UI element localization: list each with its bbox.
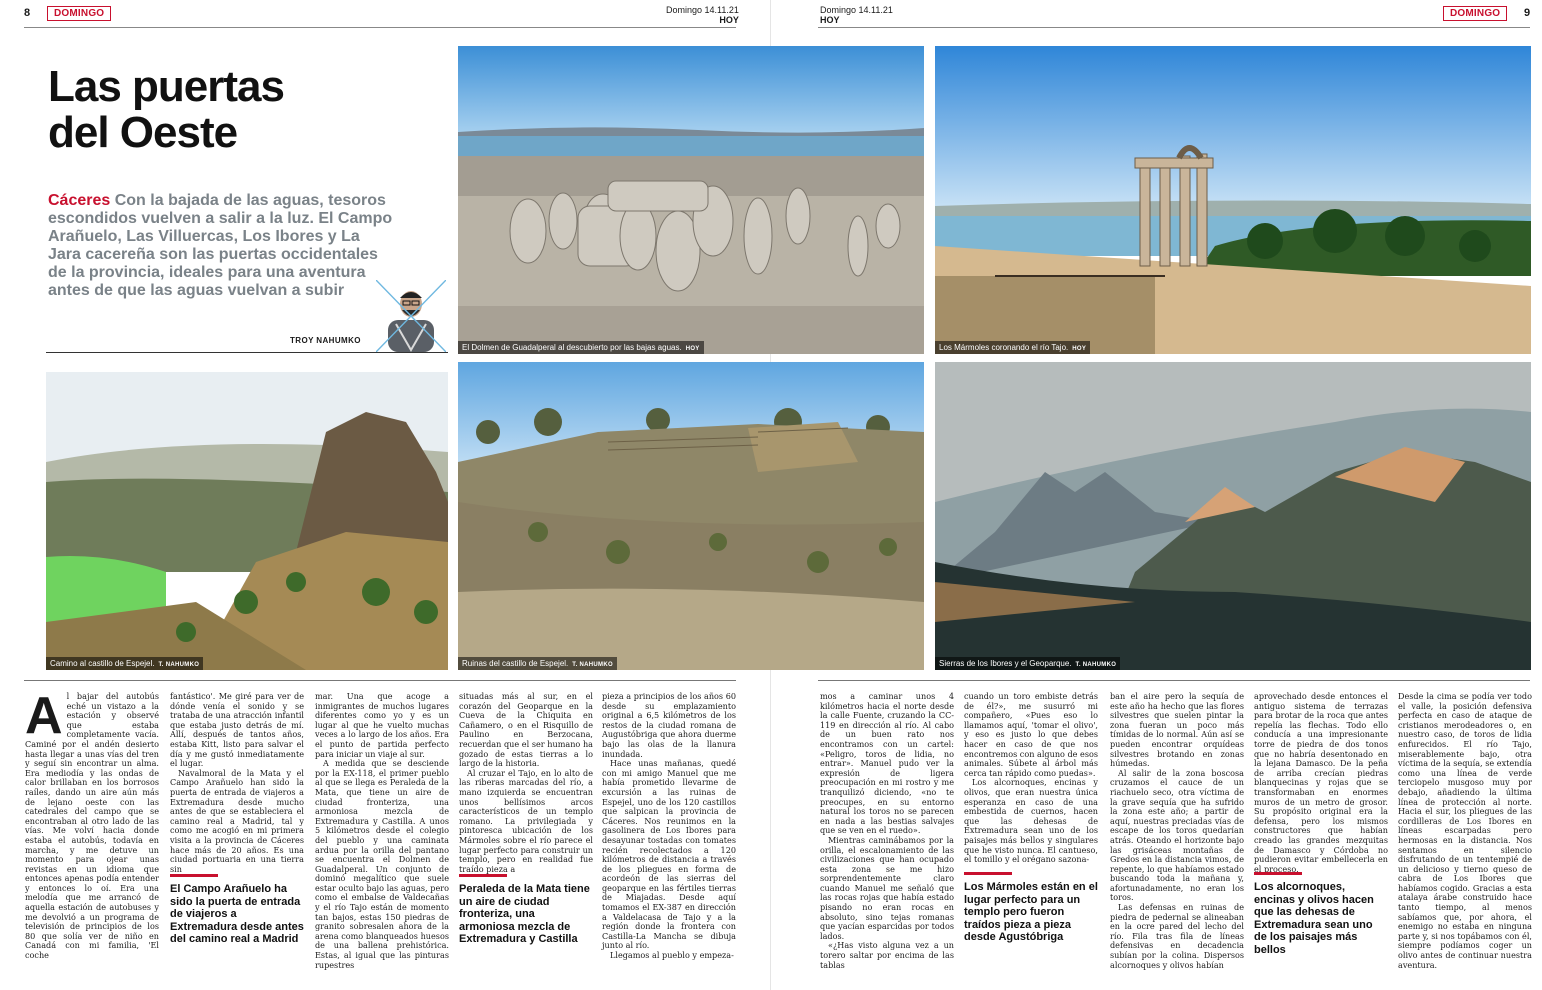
date-right-text: Domingo 14.11.21: [820, 5, 893, 15]
credit-ruinas: T. NAHUMKO: [572, 662, 613, 668]
paragraph: Al salir de la zona boscosa cruzamos el cauce de un riachuelo seco, otra víctima de la grave sequía que ha sufrido la zona este año; a partir de aquí, nuestras preciadas vías de escape de los toros quedarían atrás. Oteando el horizonte bajo las grisáceas montañas de Gredos en la distancia vimos, de repente, lo que habíamos estado buscando toda la mañana y, afortunadamente, no eran los toros.: [1110, 767, 1244, 903]
photo-camino: [46, 372, 448, 670]
credit-camino: T. NAHUMKO: [158, 662, 200, 668]
paragraph: situadas más al sur, en el corazón del Geoparque en la Cueva de la Chiquita en Cañamero, o en el Risquillo de Paulino en Berzocana, recuerdan que el ser humano ha gozado de estas tierras a lo largo de la historia.: [459, 691, 593, 769]
paragraph: Navalmoral de la Mata y el Campo Arañuelo han sido la puerta de entrada de viajeros a Extremadura desde mucho antes de que se estableciera el camino real a Madrid, tal y como me acogió en mi primera visita a la provincia de Cáceres hace más de 20 años. Es una ciudad portuaria en una tierra sin: [170, 767, 304, 874]
paragraph: pieza a principios de los años 60 desde su emplazamiento original a 6,5 kilómetros de los restos de la ciudad romana de Augustóbriga que ahora duerme bajo las olas de la llanura inundada.: [602, 691, 736, 759]
standfirst-text: Con la bajada de las aguas, tesoros escondidos vuelven a salir a la luz. El Campo Arañuelo, Las Villuercas, Los Ibores y La Jara cacereña son las puertas occidentales de la provincia, ideales para una aventura antes de que las aguas vuelvan a subir: [48, 192, 393, 299]
body-rule-left: [24, 680, 736, 681]
dolmen-image: [458, 46, 924, 354]
caption-sierras: [935, 657, 1120, 670]
body-column-6: [820, 692, 954, 970]
header-rule-right: [818, 27, 1530, 28]
title-rule: [46, 352, 448, 353]
paragraph: mar. Una que acoge a inmigrantes de muchos lugares diferentes como yo y es un lugar al que he vuelto muchas veces a lo largo de los años. Era el punto de partida perfecto para iniciar un viaje al sur.: [315, 691, 449, 759]
date-left: [666, 5, 739, 25]
paragraph: mos a caminar unos 4 kilómetros hacia el norte desde la calle Fuente, cruzando la CC-119 en dirección al río. Al cabo de un buen rato nos encontramos con un cartel: «Peligro, toros de lidia, no entrar». Manuel pudo ver la expresión de ligera preocupación en mi rostro y me tranquilizó diciendo, «no te preocupes, en su entorno natural los toros no se parecen en nada a las bestias salvajes que se ven en el ruedo».: [820, 691, 954, 836]
camino-image: [46, 372, 448, 670]
caption-marmoles: [935, 341, 1090, 354]
body-column-4: [459, 692, 593, 874]
caption-dolmen: [458, 341, 704, 354]
paragraph: Desde la cima se podía ver todo el valle, la posición defensiva perfecta en caso de ataque de cristianos merodeadores o, en nuestro caso, de toros de lidia enfurecidos. El río Tajo, miserablemente bajo, otra víctima de la sequía, se extendía como una línea de verde terciopelo musgoso muy por debajo, añadiendo la última línea de protección al norte. Hacia el sur, los pliegues de las cordilleras de Los Ibores en líneas escarpadas pero hermosas en la distancia. Nos sentamos en silencio disfrutando de un tentempié de un delicioso y tierno queso de cabra de Los Ibores que habíamos cogido. Gracias a esta atalaya árabe construido hace tanto tiempo, al menos sabíamos que, por ahora, el enemigo no estaba en ninguna parte y, si nos topábamos con él, siempre podíamos coger un olivo antes de continuar nuestra aventura.: [1398, 691, 1532, 970]
paragraph: A medida que se desciende por la EX-118, el primer pueblo al que se llega es Peraleda de la Mata, que tiene un aire de ciudad fronteriza, una armoniosa mezcla de Extremadura y Castilla. A unos 5 kilómetros desde el colegio del pueblo y una caminata ardua por la orilla del pantano se encuentra el Dolmen de Guadalperal. Un conjunto de dominó megalítico que suele estar oculto bajo las aguas, pero como el embalse de Valdecañas y el río Tajo están de momento tan bajos, estas 150 piedras de granito sobresalen ahora de la arena como blanqueados huesos de una ballena prehistórica. Estas, al igual que las pinturas rupestres: [315, 758, 449, 970]
paragraph: l bajar del autobús eché un vistazo a la estación y observé que estaba completamente vacía. Caminé por el andén desierto hasta llegar a unas vías del tren y seguí sin encontrar un alma. Era mediodía y las ondas de calor brillaban en los borrosos raíles, dando un aire aún más de lejano oeste con las catedrales del campo que se encontraban al otro lado de las vías. Me volví hacia donde estaba el autobús, todavía en marcha, y me detuve un momento para ojear unas revistas en un idioma que entonces apenas podía entender y entonces lo oí. Era una melodía que me arrancó de aquella estación de autobuses y me devolvió a un programa de televisión de principios de los 80 que solía ver de niño en Canadá con mi familia, 'El coche: [25, 691, 159, 961]
byline: TROY NAHUMKO: [290, 336, 361, 345]
photo-ruinas: [458, 362, 924, 670]
body-column-8: [1110, 692, 1244, 970]
caption-marmoles-text: Los Mármoles coronando el río Tajo.: [939, 343, 1069, 352]
ruinas-image: [458, 362, 924, 670]
body-column-10: [1398, 692, 1532, 970]
date-left-text: Domingo 14.11.21: [666, 5, 739, 15]
paragraph: ban el aire pero la sequía de este año ha hecho que las flores silvestres que suelen pintar la zona fueran un poco más tímidas de lo normal. Aún así se pueden encontrar orquídeas silvestres brotando en zonas húmedas.: [1110, 691, 1244, 769]
pullquote-3: Los Mármoles están en el lugar perfecto para un templo pero fueron traídos pieza a pieza desde Agustóbriga: [964, 872, 1098, 944]
paragraph: Hace unas mañanas, quedé con mi amigo Manuel que me había prometido llevarme de excursión a las ruinas de Espejel, uno de los 120 castillos que salpican la provincia de Cáceres. Nos reunimos en la gasolinera de Los Ibores para desayunar tostadas con tomates recién recolectados a 120 kilómetros de distancia a través de los pliegues en forma de acordeón de las sierras del geoparque en las fértiles tierras de Miajadas. Desde aquí tomamos el EX-387 en dirección a Valdelacasa de Tajo y a la región donde la frontera con Castilla-La Mancha se dibuja junto al río.: [602, 758, 736, 951]
dropcap: A: [25, 687, 63, 745]
paragraph: Mientras caminábamos por la orilla, el escalonamiento de las civilizaciones que han ocupado esta zona se me hizo sorprendentemente claro cuando Manuel me señaló que las rocas rojas que había estado pisando no eran rocas en absoluto, sino tejas romanas que yacían esparcidas por todos lados.: [820, 834, 954, 941]
paper-name-right: HOY: [820, 15, 840, 25]
date-right: [820, 5, 893, 25]
caption-camino-text: Camino al castillo de Espejel.: [50, 659, 155, 668]
pullquote-4: Los alcornoques, encinas y olivos hacen que las dehesas de Extremadura sean uno de los paisajes más bellos: [1254, 872, 1388, 956]
paragraph: Los alcornoques, encinas y olivos, que eran nuestra única esperanza en caso de una embestida de cuernos, hacen que las dehesas de Extremadura sean uno de los paisajes más bellos y singulares que he visto nunca. El cantueso, el tomillo y el orégano sazona-: [964, 777, 1098, 865]
body-rule-right: [818, 680, 1530, 681]
body-column-7: [964, 692, 1098, 865]
caption-ruinas: [458, 657, 617, 670]
paragraph: «¿Has visto alguna vez a un torero saltar por encima de las tablas: [820, 940, 954, 970]
body-column-9: [1254, 692, 1388, 874]
page-number-right: 9: [1524, 7, 1531, 19]
credit-marmoles: HOY: [1072, 346, 1087, 352]
credit-dolmen: HOY: [685, 346, 700, 352]
paragraph: Al cruzar el Tajo, en lo alto de las riberas marcadas del río, a mano izquierda se encuentran unos bellísimos arcos característicos de un templo romano. La privilegiada y pintoresca ubicación de los Mármoles sobre el río parece el lugar perfecto para construir un templo, pero en realidad fue traído pieza a: [459, 767, 593, 874]
header-rule-left: [24, 27, 736, 28]
caption-sierras-text: Sierras de los Ibores y el Geoparque.: [939, 659, 1072, 668]
author-photo: [376, 280, 446, 352]
credit-sierras: T. NAHUMKO: [1075, 662, 1117, 668]
paper-name-left: HOY: [719, 15, 739, 25]
sierras-image: [935, 362, 1531, 670]
photo-sierras: [935, 362, 1531, 670]
body-column-5: [602, 692, 736, 961]
section-badge-left: DOMINGO: [47, 6, 111, 21]
kicker: Cáceres: [48, 192, 111, 209]
caption-ruinas-text: Ruinas del castillo de Espejel.: [462, 659, 569, 668]
pullquote-2: Peraleda de la Mata tiene un aire de ciudad fronteriza, una armoniosa mezcla de Extremadura y Castilla: [459, 874, 593, 946]
page-number-left: 8: [24, 7, 31, 19]
body-column-1: [25, 687, 159, 961]
author-illustration: [376, 280, 446, 352]
standfirst: [48, 192, 396, 300]
title-line-2: del Oeste: [48, 108, 238, 157]
body-column-3: [315, 692, 449, 970]
pullquote-1: El Campo Arañuelo ha sido la puerta de entrada de viajeros a Extremadura desde antes del camino real a Madrid: [170, 874, 304, 946]
photo-marmoles: [935, 46, 1531, 354]
caption-dolmen-text: El Dolmen de Guadalperal al descubierto por las bajas aguas.: [462, 343, 682, 352]
paragraph: fantástico'. Me giré para ver de dónde venía el sonido y se trataba de una atracción infantil que estaba justo detrás de mí. Allí, después de tantos años, estaba Kitt, listo para salvar el día y me gustó inmediatamente el lugar.: [170, 691, 304, 769]
marmoles-image: [935, 46, 1531, 354]
photo-dolmen: [458, 46, 924, 354]
title-line-1: Las puertas: [48, 62, 284, 111]
body-column-2: [170, 692, 304, 874]
article-title: [48, 64, 448, 156]
paragraph: Llegamos al pueblo y empeza-: [610, 950, 734, 961]
section-badge-right: DOMINGO: [1443, 6, 1507, 21]
paragraph: aprovechado desde entonces el antiguo sistema de terrazas para brotar de la roca que antes repelía las flechas. Todo ello conducía a una impresionante torre de piedra de dos tonos que no habría desentonado en la lejana Damasco. De la peña de arriba crecían piedras blanquecinas y rojas que se transformaban en enormes muros de un metro de grosor. Su propósito original era la defensa, pero los mismos constructores que habían creado las grandes mezquitas de Damasco y Córdoba no pudieron evitar embellecerla en el proceso.: [1254, 691, 1388, 874]
caption-camino: [46, 657, 203, 670]
paragraph: cuando un toro embiste detrás de él?», me susurró mi compañero, «Pues eso lo llamamos aquí, 'tomar el olivo', y eso es justo lo que debes hacer en caso de que nos encontremos con alguno de esos animales. Súbete al árbol más cerca tan rápido como puedas».: [964, 691, 1098, 778]
paragraph: Las defensas en ruinas de piedra de pedernal se alineaban en la ocre pared del lecho del río. Fila tras fila de líneas defensivas en decadencia subían por la colina. Dispersos alcornoques y olivos habían: [1110, 902, 1244, 970]
